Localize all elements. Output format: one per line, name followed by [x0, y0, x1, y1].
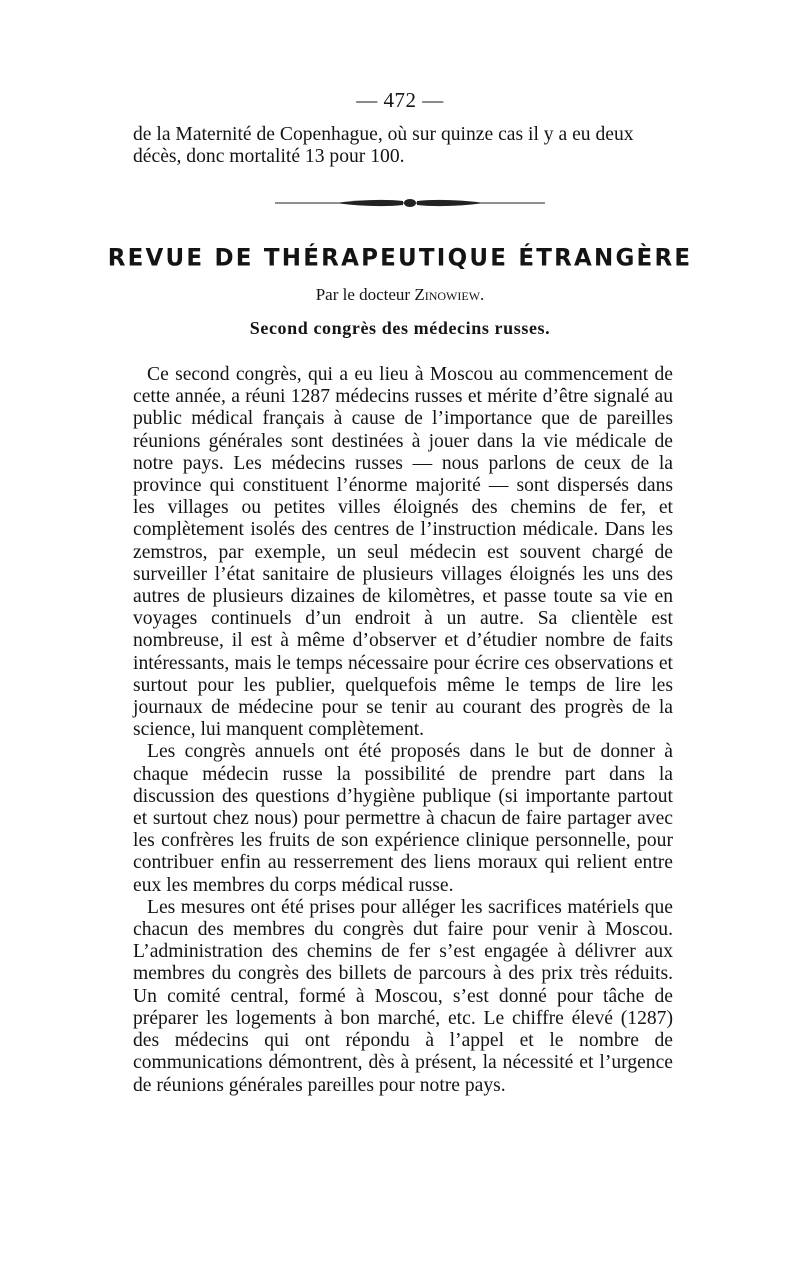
ornament-rule [275, 195, 545, 211]
byline [0, 285, 800, 305]
paragraph: Les congrès annuels ont été proposés dans le but de donner à chaque médecin russe la possibilité de prendre part dans la discussion des questions d’hygiène publique (si importante partout et surtout chez nous) pour permettre à chacun de faire partager avec les confrères les fruits de son expérience clinique personnelle, pour contribuer enfin au resserrement des liens moraux qui relient entre eux les membres du corps médical russe. [133, 741, 673, 896]
page-number: — 472 — [356, 88, 444, 112]
intro-line: décès, donc mortalité 13 pour 100. [133, 146, 405, 168]
byline-prefix: Par le docteur [315, 285, 415, 304]
intro-line: de la Maternité de Copenhague, où sur quinze cas il y a eu deux [133, 124, 634, 145]
section-title: REVUE DE THÉRAPEUTIQUE ÉTRANGÈRE [107, 244, 693, 272]
paragraph: Ce second congrès, qui a eu lieu à Moscou au commencement de cette année, a réuni 1287 médecins russes et mérite d’être signalé au public médical français à cause de l’importance que de pareilles réunions générales sont destinées à jouer dans la vie médicale de notre pays. Les médecins russes — nous parlons de ceux de la province qui constituent l’énorme majorité — sont dispersés dans les villages ou petites villes éloignés des chemins de fer, et complètement isolés des centres de l’instruction médicale. Dans les zemstros, par exemple, un seul médecin est souvent chargé de surveiller l’état sanitaire de plusieurs villages éloignés les uns des autres de plusieurs dizaines de kilomètres, et passe toute sa vie en voyages continuels d’un endroit à un autre. Sa clientèle est nombreuse, il est à même d’observer et d’étudier nombre de faits intéressants, mais le temps nécessaire pour écrire ces observations et surtout pour les publier, quelquefois même le temps de lire les journaux de médecine pour se tenir au courant des progrès de la science, lui manquent complètement. [133, 364, 673, 741]
article-body [133, 364, 673, 1097]
intro-text [133, 124, 673, 168]
article-subtitle: Second congrès des médecins russes. [249, 318, 551, 338]
byline-author: Zinowiew. [414, 285, 485, 304]
paragraph: Les mesures ont été prises pour alléger les sacrifices matériels que chacun des membres du congrès dut faire pour venir à Moscou. L’administration des chemins de fer s’est engagée à délivrer aux membres du congrès des billets de parcours à des prix très réduits. Un comité central, formé à Moscou, s’est donné pour tâche de préparer les logements à bon marché, etc. Le chiffre élevé (1287) des médecins qui ont répondu à l’appel et le nombre de communications démontrent, dès à présent, la nécessité et l’urgence de réunions générales pareilles pour notre pays. [133, 896, 673, 1096]
